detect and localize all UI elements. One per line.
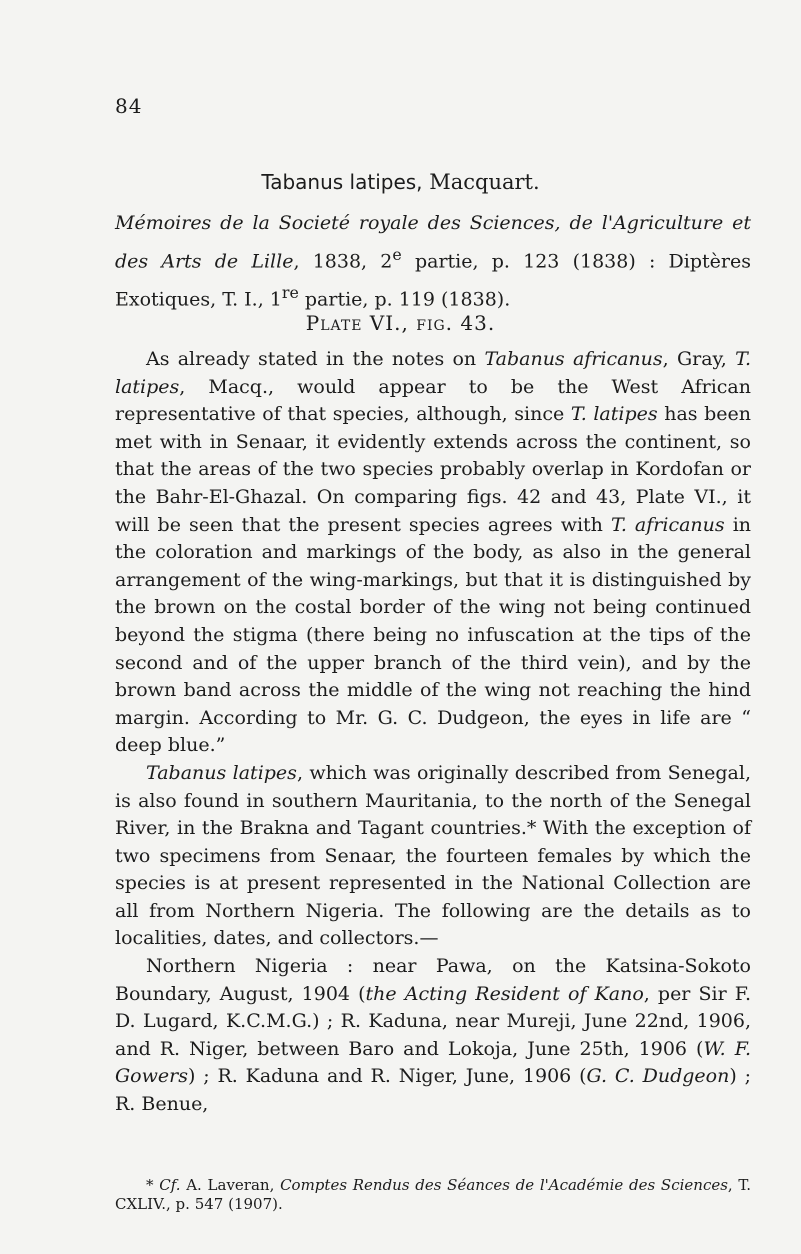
- taxon-name: T. africanus: [610, 513, 725, 536]
- citation-work: Mémoires de la Societé royale des Sciences, de l'Agriculture et des Arts de Lille: [115, 212, 751, 273]
- text-run: A. Laveran,: [180, 1176, 281, 1194]
- footnote: [115, 1176, 751, 1214]
- taxon-name: T. latipes: [115, 348, 751, 398]
- text-run: in the coloration and markings of the body, as also in the general arrangement of the wing-markings, but that it is distinguished by the brown on the costal border of the wing not being continued beyond the stigma (there being no infuscation at the tips of the second and of the upper branch of the third vein), and by the brown band across the middle of the wing not reaching the hind margin. According to Mr. G. C. Dudgeon, the eyes in life are “ deep blue.”: [115, 513, 752, 757]
- text-run: As already stated in the notes on: [146, 348, 485, 370]
- text-run: has been met with in Senaar, it evidently extends across the continent, so that the areas of the two species probably overlap in Kordofan or the Bahr-El-Ghazal. On comparing figs. 42 and 43, Plate VI., it will be seen that the present species agrees with: [115, 403, 751, 536]
- collector-name: G. C. Dudgeon: [586, 1065, 730, 1088]
- plate-reference: [0, 311, 801, 335]
- taxon-name: Tabanus africanus: [484, 348, 663, 370]
- text-run: , Macq., would appear to be the West African representative of that species, although, since: [115, 375, 751, 426]
- citation-superscript-2: re: [281, 283, 299, 303]
- plate-label: Plate VI., fig. 43.: [305, 311, 496, 335]
- text-run: , which was originally described from Senegal, is also found in southern Mauritania, to the north of the Senegal River, in the Brakna and Tagant countries.* With the exception of two specimens from Senaar, the fourteen females by which the species is at present represented in the National Collection are all from Northern Nigeria. The following are the details as to localities, dates, and collectors.—: [115, 761, 751, 950]
- text-run: , per Sir F. D. Lugard, K.C.M.G.) ; R. Kaduna, near Mureji, June 22nd, 1906, and R. Niger, between Baro and Lokoja, June 25th, 1906 (: [115, 982, 752, 1060]
- citation-superscript: e: [392, 245, 402, 264]
- species-author: Macquart.: [429, 170, 540, 194]
- paragraph-2: [115, 760, 751, 953]
- paragraph-3: [115, 953, 751, 1119]
- citation-detail: , 1838, 2: [293, 250, 393, 273]
- footnote-cf: Cf.: [159, 1176, 181, 1194]
- species-heading: [0, 170, 801, 194]
- species-name: Tabanus latipes,: [261, 170, 423, 194]
- taxon-name: T. latipes: [570, 403, 658, 426]
- page-number: 84: [115, 94, 143, 118]
- body-text: [115, 346, 751, 1119]
- taxon-name: Tabanus latipes: [146, 761, 297, 784]
- collector-name: W. F. Gowers: [115, 1037, 751, 1088]
- paragraph-1: [115, 346, 751, 760]
- footnote-marker: *: [146, 1176, 160, 1194]
- collector-name: the Acting Resident of Kano: [365, 982, 644, 1005]
- text-run: , Gray,: [662, 348, 736, 370]
- bibliographic-citation: [115, 208, 751, 316]
- footnote-journal: Comptes Rendus des Séances de l'Académie des Sciences: [280, 1176, 728, 1194]
- text-run: Northern Nigeria : near Pawa, on the Katsina-Sokoto Boundary, August, 1904 (: [115, 955, 751, 1005]
- text-run: ) ; R. Benue,: [115, 1065, 752, 1116]
- citation-detail-continued: partie, p. 123 (1838) : Diptères Exotiques, T. I., 1: [115, 250, 751, 311]
- text-run: , T. CXLIV., p. 547 (1907).: [115, 1176, 751, 1213]
- text-run: ) ; R. Kaduna and R. Niger, June, 1906 (: [187, 1065, 587, 1088]
- citation-detail-end: partie, p. 119 (1838).: [298, 288, 511, 311]
